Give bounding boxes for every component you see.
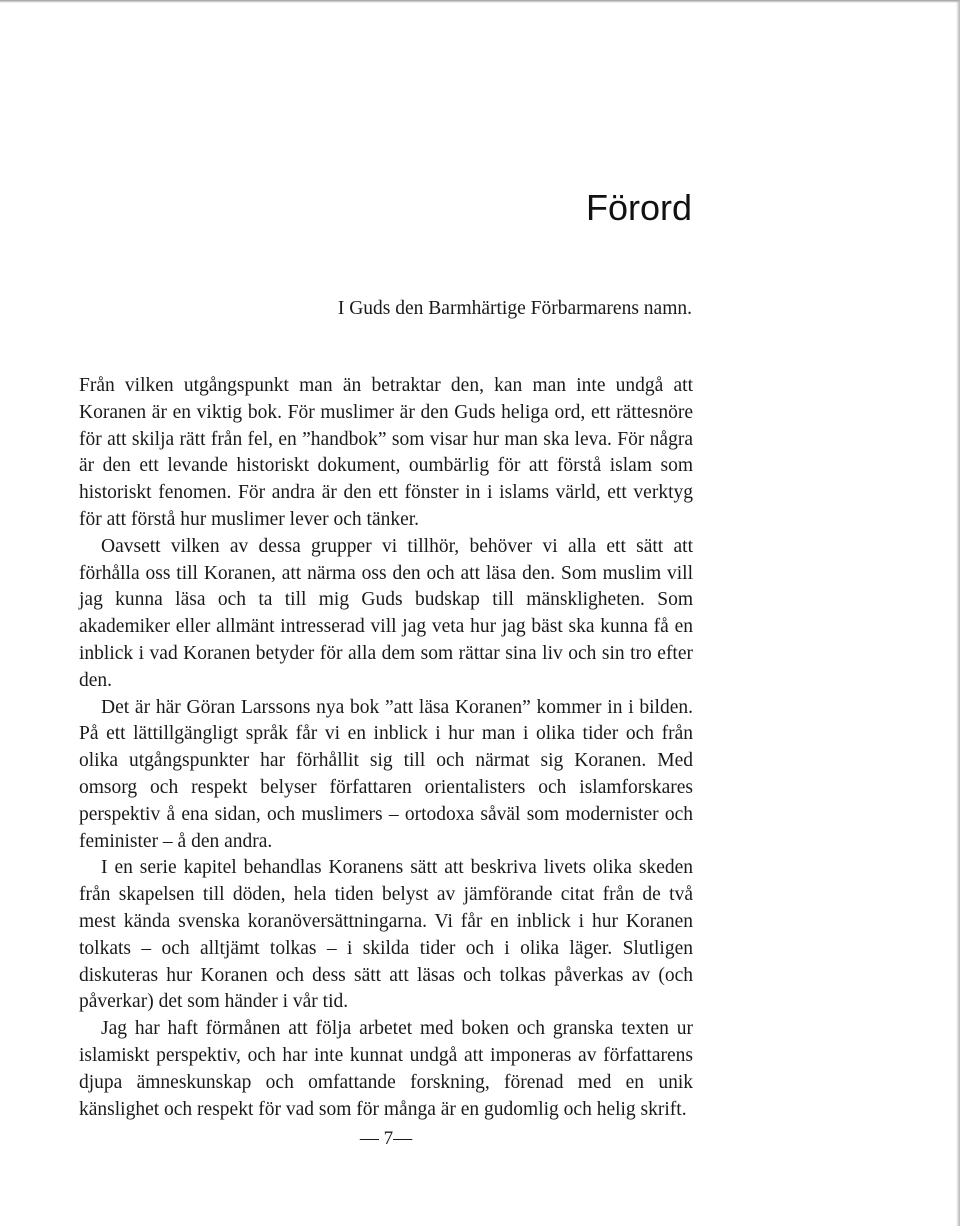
scan-edge-top [0, 0, 960, 3]
body-text [79, 373, 693, 1123]
page-number: — 7— [359, 1128, 413, 1149]
chapter-title: Förord [585, 187, 692, 228]
invocation-line: I Guds den Barmhärtige Förbarmarens namn. [337, 298, 692, 319]
scan-edge-right [956, 0, 960, 1226]
paragraph-4: I en serie kapitel behandlas Koranens sätt att beskriva livets olika skeden från skapelsen till döden, hela tiden belyst av jämförande citat från de två mest kända svenska koranöversättningarna. Vi får en inblick i hur Koranen tolkats – och alltjämt tolkas – i skilda tider och i olika läger. Slutligen diskuteras hur Koranen och dess sätt att läsas och tolkas påverkas av (och påverkar) det som händer i vår tid. [79, 857, 693, 1013]
paragraph-1: Från vilken utgångspunkt man än betraktar den, kan man inte undgå att Koranen är en viktig bok. För muslimer är den Guds heliga ord, ett rättesnöre för att skilja rätt från fel, en ”handbok” som visar hur man ska leva. För några är den ett levande historiskt dokument, oumbärlig för att förstå islam som historiskt fenomen. För andra är den ett fönster in i islams värld, ett verktyg för att förstå hur muslimer lever och tänker. [79, 375, 693, 530]
paragraph-5: Jag har haft förmånen att följa arbetet med boken och granska texten ur islamiskt perspektiv, och har inte kunnat undgå att imponeras av författarens djupa ämneskunskap och omfattande forskning, förenad med en unik känslighet och respekt för vad som för många är en gudomlig och helig skrift. [79, 1018, 693, 1120]
paragraph-2: Oavsett vilken av dessa grupper vi tillhör, behöver vi alla ett sätt att förhålla oss till Koranen, att närma oss den och att läsa den. Som muslim vill jag kunna läsa och ta till mig Guds budskap till mänskligheten. Som akademiker eller allmänt intresserad vill jag veta hur jag bäst ska kunna få en inblick i vad Koranen betyder för alla dem som rättar sina liv och sin tro efter den. [79, 535, 693, 691]
paragraph-3: Det är här Göran Larssons nya bok ”att läsa Koranen” kommer in i bilden. På ett lättillgängligt språk får vi en inblick i hur man i olika tider och från olika utgångspunkter har förhållit sig till och närmat sig Koranen. Med omsorg och respekt belyser författaren orientalisters och islamforskares perspektiv å ena sidan, och muslimers – ortodoxa såväl som modernister och feminister – å den andra. [79, 696, 693, 852]
